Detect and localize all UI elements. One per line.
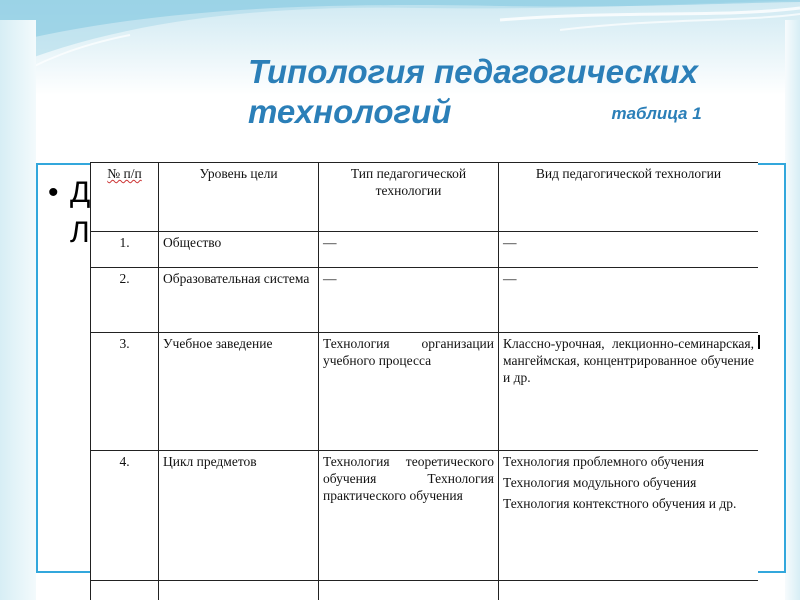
header-num: № п/п <box>91 163 159 232</box>
table-row <box>91 232 759 268</box>
title-line-1: Типология педагогических <box>248 53 698 90</box>
right-decoration <box>785 20 800 600</box>
cell-level: Цикл предметов <box>159 451 319 581</box>
cell-kind: — <box>499 232 759 268</box>
cell-type: — <box>319 268 499 333</box>
table-row-partial <box>91 581 759 600</box>
cell-type: Технология теоретического обучения Технология практического обучения <box>319 451 499 581</box>
left-decoration <box>0 20 36 600</box>
title-line-2 <box>248 92 768 134</box>
kind-item: Технология проблемного обучения <box>503 454 705 469</box>
cell-type: Технология организации учебного процесса <box>319 333 499 451</box>
title-line-2-text: технологий <box>248 93 452 130</box>
bullet-marker: • <box>48 176 59 209</box>
cell-level: Образовательная система <box>159 268 319 333</box>
cell-kind: — <box>499 268 759 333</box>
cell-level: Общество <box>159 232 319 268</box>
cell-num: 4. <box>91 451 159 581</box>
cell-num: 2. <box>91 268 159 333</box>
cell-kind: Классно-урочная, лекционно-семинарская, мангеймская, концентрированное обучение и др. <box>499 333 759 451</box>
scanned-table-image <box>90 162 758 600</box>
cell-level: Учебное заведение <box>159 333 319 451</box>
table-row <box>91 333 759 451</box>
table-header-row <box>91 163 759 232</box>
hidden-text-fragment-1: Д <box>70 176 91 209</box>
header-level: Уровень цели <box>159 163 319 232</box>
hidden-text-fragment-2: Л <box>70 216 90 249</box>
kind-item: Технология контекстного обучения и др. <box>503 496 737 511</box>
table-row <box>91 451 759 581</box>
table-row <box>91 268 759 333</box>
cell-kind <box>499 451 759 581</box>
table-caption: таблица 1 <box>611 104 702 123</box>
header-kind: Вид педагогической технологии <box>499 163 759 232</box>
cell-num: 3. <box>91 333 159 451</box>
kind-item: Технология модульного обучения <box>503 475 697 490</box>
cell-type: — <box>319 232 499 268</box>
cell-num: 1. <box>91 232 159 268</box>
header-type: Тип педагогической технологии <box>319 163 499 232</box>
slide-title <box>248 52 768 134</box>
typology-table <box>90 162 758 600</box>
